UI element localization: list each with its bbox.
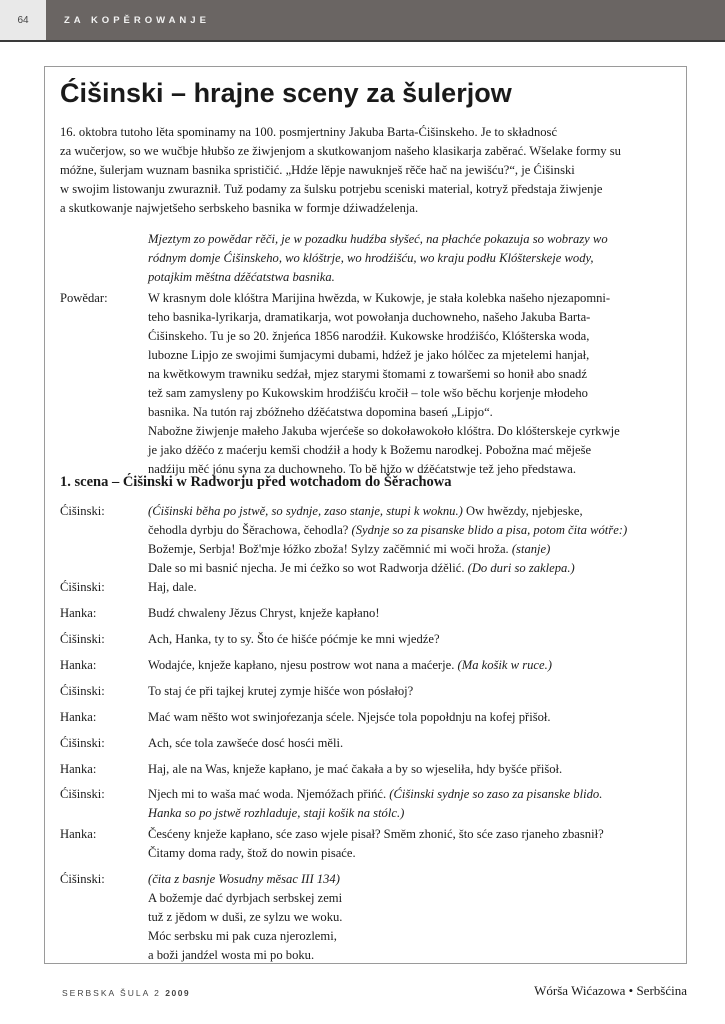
dialogue-line bbox=[148, 656, 552, 675]
spoken-text: čehodla dyrbju do Šěrachowa, čehodla? bbox=[148, 523, 352, 537]
dialogue-speaker: Hanka: bbox=[60, 762, 97, 776]
narrator-line: basnika. Na tutón raj zbóžneho dźěćatstwa dopomina baseń „Lipjo“. bbox=[148, 405, 493, 419]
dialogue-speaker: Ćišinski: bbox=[60, 580, 105, 594]
dialogue-text bbox=[148, 502, 627, 578]
narrator-line: nadźiju měć jónu syna za duchowneho. To bě hižo w dźěćatstwje tež jeho předstawa. bbox=[148, 462, 576, 476]
header-rule bbox=[0, 40, 725, 42]
stage-direction-intro bbox=[148, 230, 678, 287]
spoken-text: Božemje, Serbja! Bož'mje łóžko zboža! Sylzy začěmnić mi woči hroža. bbox=[148, 542, 512, 556]
spoken-text: Ach, sće tola zawšeće dosć hosći měli. bbox=[148, 736, 344, 750]
spoken-text: Ow hwězdy, njebjeske, bbox=[462, 504, 583, 518]
footer-credit: Wórša Wićazowa • Serbšćina bbox=[534, 983, 687, 998]
narrator-line: lubozne Lipjo ze swojimi šumjacymi dubami, hdźež je jako hólčec za mjetelemi hanjał, bbox=[148, 348, 590, 362]
intro-paragraph bbox=[60, 123, 676, 218]
dialogue-speaker: Ćišinski: bbox=[60, 787, 105, 801]
intro-line: 16. oktobra tutoho lěta spominamy na 100. posmjertniny Jakuba Barta-Ćišinskeho. Je to składnosć bbox=[60, 125, 558, 139]
spoken-text: Ach, Hanka, ty to sy. Što će hišće póćmje ke mni wjedźe? bbox=[148, 632, 440, 646]
dialogue-text bbox=[148, 825, 604, 863]
page-number: 64 bbox=[0, 0, 46, 40]
dialogue-speaker: Hanka: bbox=[60, 606, 97, 620]
spoken-text: Haj, dale. bbox=[148, 580, 197, 594]
dialogue-line bbox=[148, 502, 627, 521]
intro-line: a skutkowanje najwjetšeho serbskeho basnika w formje dźiwadźelenja. bbox=[60, 201, 419, 215]
dialogue-line bbox=[148, 540, 627, 559]
dialogue-line bbox=[148, 521, 627, 540]
narrator-line: tež sam zamysleny po Kukowskim hrodźišću kročił – tole wšo běchu korjenje młodeho bbox=[148, 386, 588, 400]
dialogue-text bbox=[148, 708, 551, 727]
spoken-text: Česćeny knježe kapłano, sće zaso wjele pisał? Směm zhonić, što sće zaso rjaneho zbasnił? bbox=[148, 827, 604, 841]
dialogue-text bbox=[148, 604, 380, 623]
dialogue-text bbox=[148, 785, 602, 823]
journal-year: 2009 bbox=[165, 988, 191, 998]
dialogue-text bbox=[148, 760, 562, 779]
dialogue-line bbox=[148, 734, 343, 753]
stage-direction: (Ćišinski sydnje so zaso za pisanske blido. bbox=[389, 787, 603, 801]
footer-journal bbox=[62, 988, 190, 998]
narrator-line: teho basnika-lyrikarja, dramatikarja, wot powołanja duchowneho, našeho Jakuba Barta- bbox=[148, 310, 591, 324]
intro-line: za wučerjow, so we wučbje hłubšo ze žiwjenjom a skutkowanjom našeho klasikarja zaběrać. Wšelake formy su bbox=[60, 144, 621, 158]
dialogue-line bbox=[148, 604, 380, 623]
narrator-line: Nabožne žiwjenje małeho Jakuba wjerćeše so dokoławokoło klóštra. Do klóšterskeje cyrkwje bbox=[148, 424, 620, 438]
dialogue-line bbox=[148, 559, 627, 578]
stage-direction: (stanje) bbox=[511, 542, 551, 556]
stage-direction: Hanka so po jstwě rozhladuje, staji košik na stólc.) bbox=[148, 806, 405, 820]
dialogue-speaker: Ćišinski: bbox=[60, 504, 105, 518]
stage-direction: (Sydnje so za pisanske blido a pisa, potom čita wótře:) bbox=[351, 523, 628, 537]
dialogue-line bbox=[148, 927, 342, 946]
spoken-text: Wodajće, knježe kapłano, njesu postrow wot nana a maćerje. bbox=[148, 658, 458, 672]
narrator-line: W krasnym dole klóštra Marijina hwězda, w Kukowje, je stała kolebka našeho njezapomni- bbox=[148, 291, 611, 305]
spoken-text: tuž z jědom w duši, ze sylzu we woku. bbox=[148, 910, 343, 924]
spoken-text: Mać wam něšto wot swinjoŕezanja sćele. Njejsće tola popołdnju na kofej přišoł. bbox=[148, 710, 551, 724]
intro-line: w swojim listowanju zwuraznił. Tuž podamy za šulsku potrjebu sceniski material, kotryž předstaja žiwjenje bbox=[60, 182, 603, 196]
dialogue-line bbox=[148, 578, 197, 597]
intro-line: móžne, šulerjam wuznam basnika sprističić. „Hdźe lěpje nawuknješ rěče hač na jewišću?“, je Ćišinski bbox=[60, 163, 575, 177]
dialogue-line bbox=[148, 908, 342, 927]
dialogue-text bbox=[148, 870, 342, 965]
dialogue-text bbox=[148, 734, 343, 753]
journal-name: SERBSKA ŠULA 2 bbox=[62, 988, 161, 998]
dialogue-text bbox=[148, 630, 440, 649]
stage-direction: (čita z basnje Wosudny měsac III 134) bbox=[148, 872, 340, 886]
spoken-text: Haj, ale na Was, knježe kapłano, je mać čakała a by so wjeseliła, hdy byšće přišoł. bbox=[148, 762, 563, 776]
spoken-text: Móc serbsku mi pak cuza njerozlemi, bbox=[148, 929, 337, 943]
narrator-line: Ćišinskeho. Tu je so 20. žnjeńca 1856 narodźił. Kukowske hrodźišćo, Klóšterska woda, bbox=[148, 329, 590, 343]
dialogue-line bbox=[148, 844, 604, 863]
spoken-text: a boži jandźel wosta mi po boku. bbox=[148, 948, 315, 962]
scene-heading: 1. scena – Ćišinski w Radworju před wotchadom do Šěrachowa bbox=[60, 474, 452, 490]
spoken-text: Čitamy doma rady, štož do nowin pisaće. bbox=[148, 846, 356, 860]
narrator-text bbox=[148, 289, 620, 479]
dialogue-line bbox=[148, 946, 342, 965]
page-header bbox=[0, 0, 725, 50]
narrator-line: je jako dźěćo z maćerju kemši chodźił a hody k Božemu narodkej. Pobožna mać měješe bbox=[148, 443, 592, 457]
stage-direction: (Ma košik w ruce.) bbox=[457, 658, 552, 672]
narrator-speaker: Powědar: bbox=[60, 291, 108, 305]
dialogue-line bbox=[148, 682, 413, 701]
article-title: Ćišinski – hrajne sceny za šulerjow bbox=[60, 78, 512, 108]
dialogue-line bbox=[148, 804, 602, 823]
dialogue-line bbox=[148, 889, 342, 908]
spoken-text: A božemje dać dyrbjach serbskej zemi bbox=[148, 891, 343, 905]
stage-line: potajkim měśtna dźěćatstwa basnika. bbox=[148, 270, 335, 284]
spoken-text: Dale so mi basnić njecha. Je mi ćežko so wot Radworja dźělić. bbox=[148, 561, 468, 575]
stage-direction: (Do duri so zaklepa.) bbox=[467, 561, 575, 575]
dialogue-line bbox=[148, 708, 551, 727]
narrator-line: na kwětkowym trawniku sedźał, mjez starymi štomami z towaršemi so honił abo snadź bbox=[148, 367, 587, 381]
dialogue-speaker: Hanka: bbox=[60, 658, 97, 672]
dialogue-text bbox=[148, 578, 197, 597]
dialogue-speaker: Hanka: bbox=[60, 710, 97, 724]
dialogue-line bbox=[148, 785, 602, 804]
dialogue-speaker: Hanka: bbox=[60, 827, 97, 841]
dialogue-text bbox=[148, 656, 552, 675]
dialogue-line bbox=[148, 825, 604, 844]
section-label: ZA KOPĚROWANJE bbox=[46, 0, 725, 40]
dialogue-speaker: Ćišinski: bbox=[60, 632, 105, 646]
stage-line: ródnym domje Ćišinskeho, wo klóštrje, wo hrodźišću, wo kraju podłu Klóšterskeje wody, bbox=[148, 251, 594, 265]
dialogue-line bbox=[148, 870, 342, 889]
dialogue-text bbox=[148, 682, 413, 701]
dialogue-speaker: Ćišinski: bbox=[60, 736, 105, 750]
dialogue-speaker: Ćišinski: bbox=[60, 684, 105, 698]
dialogue-line bbox=[148, 630, 440, 649]
dialogue-line bbox=[148, 760, 562, 779]
spoken-text: Budź chwaleny Jězus Chryst, knježe kapłano! bbox=[148, 606, 380, 620]
spoken-text: Njech mi to waša mać woda. Njemóžach přińć. bbox=[148, 787, 390, 801]
dialogue-speaker: Ćišinski: bbox=[60, 872, 105, 886]
stage-line: Mjeztym zo powědar rěči, je w pozadku hudźba słyšeć, na płachće pokazuja so wobrazy wo bbox=[148, 232, 608, 246]
stage-direction: (Ćišinski běha po jstwě, so sydnje, zaso stanje, stupi k woknu.) bbox=[148, 504, 463, 518]
spoken-text: To staj će při tajkej krutej zymje hišće won pósłałoj? bbox=[148, 684, 414, 698]
